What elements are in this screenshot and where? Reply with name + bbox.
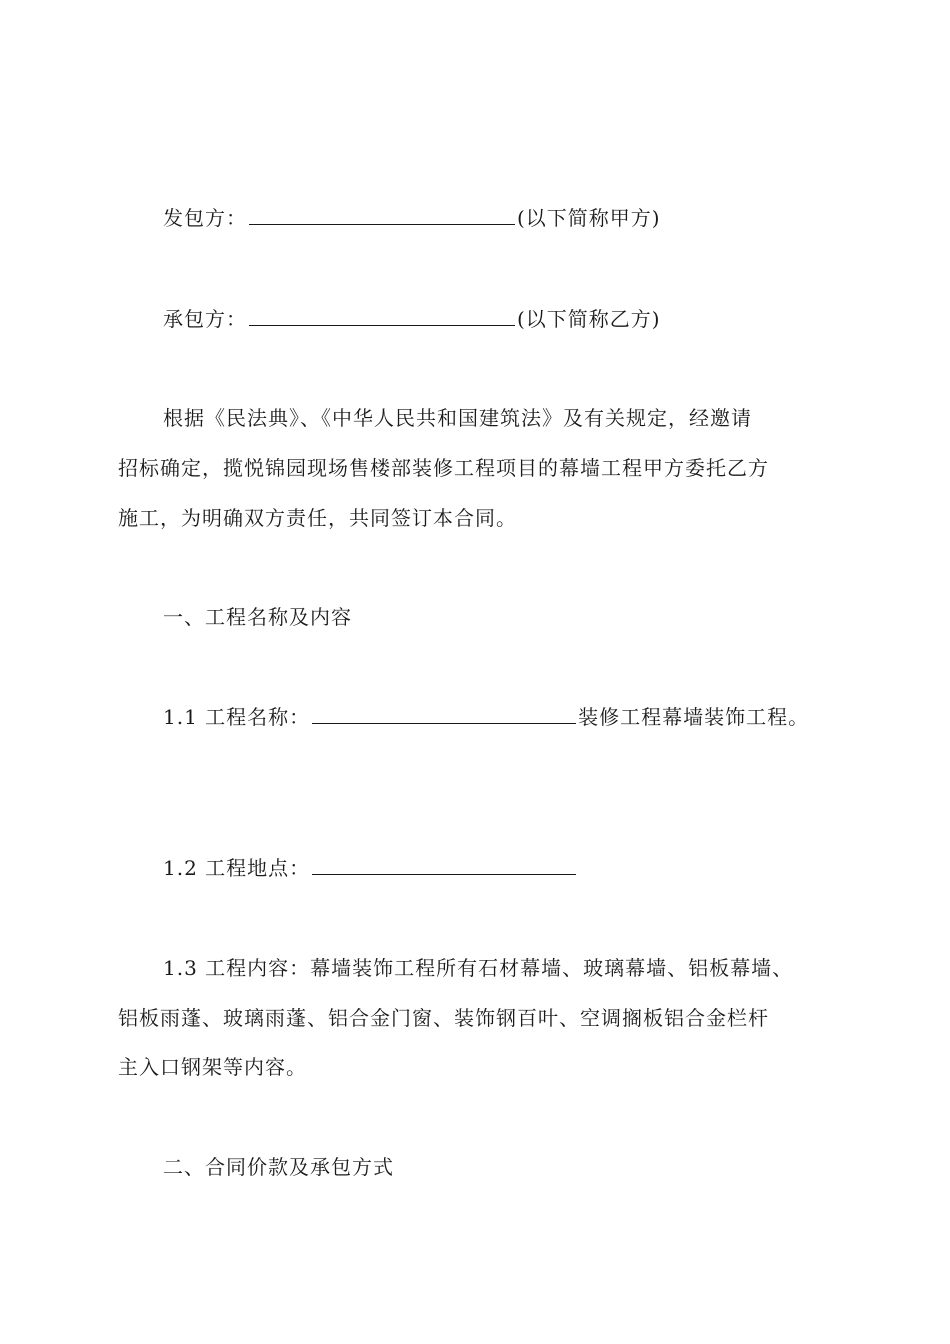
section-2-heading: 二、合同价款及承包方式 — [163, 1155, 394, 1179]
project-content-line-1: 1.3 工程内容：幕墙装饰工程所有石材幕墙、玻璃幕墙、铝板幕墙、 — [163, 956, 794, 980]
party-b-label: 承包方： — [163, 307, 247, 331]
party-a-line — [163, 206, 883, 230]
project-content-line-3: 主入口钢架等内容。 — [118, 1055, 307, 1079]
section-1-heading: 一、工程名称及内容 — [163, 605, 352, 629]
project-location-label: 1.2 工程地点： — [163, 856, 311, 880]
party-a-blank[interactable] — [249, 206, 515, 225]
party-a-suffix: (以下简称甲方) — [517, 206, 661, 230]
project-name-suffix: 装修工程幕墙装饰工程。 — [578, 705, 810, 729]
party-b-suffix: (以下简称乙方) — [517, 307, 661, 331]
project-location-line — [163, 856, 883, 880]
project-name-line — [163, 705, 883, 729]
project-location-blank[interactable] — [312, 856, 576, 875]
party-a-label: 发包方： — [163, 206, 247, 230]
intro-line-2: 招标确定，揽悦锦园现场售楼部装修工程项目的幕墙工程甲方委托乙方 — [118, 456, 769, 480]
project-name-label: 1.1 工程名称： — [163, 705, 311, 729]
project-name-blank[interactable] — [312, 705, 576, 724]
intro-line-1: 根据《民法典》、《中华人民共和国建筑法》及有关规定，经邀请 — [163, 406, 752, 430]
party-b-line — [163, 307, 883, 331]
project-content-line-2: 铝板雨蓬、玻璃雨蓬、铝合金门窗、装饰钢百叶、空调搁板铝合金栏杆 — [118, 1006, 769, 1030]
party-b-blank[interactable] — [249, 307, 515, 326]
intro-line-3: 施工，为明确双方责任，共同签订本合同。 — [118, 506, 517, 530]
